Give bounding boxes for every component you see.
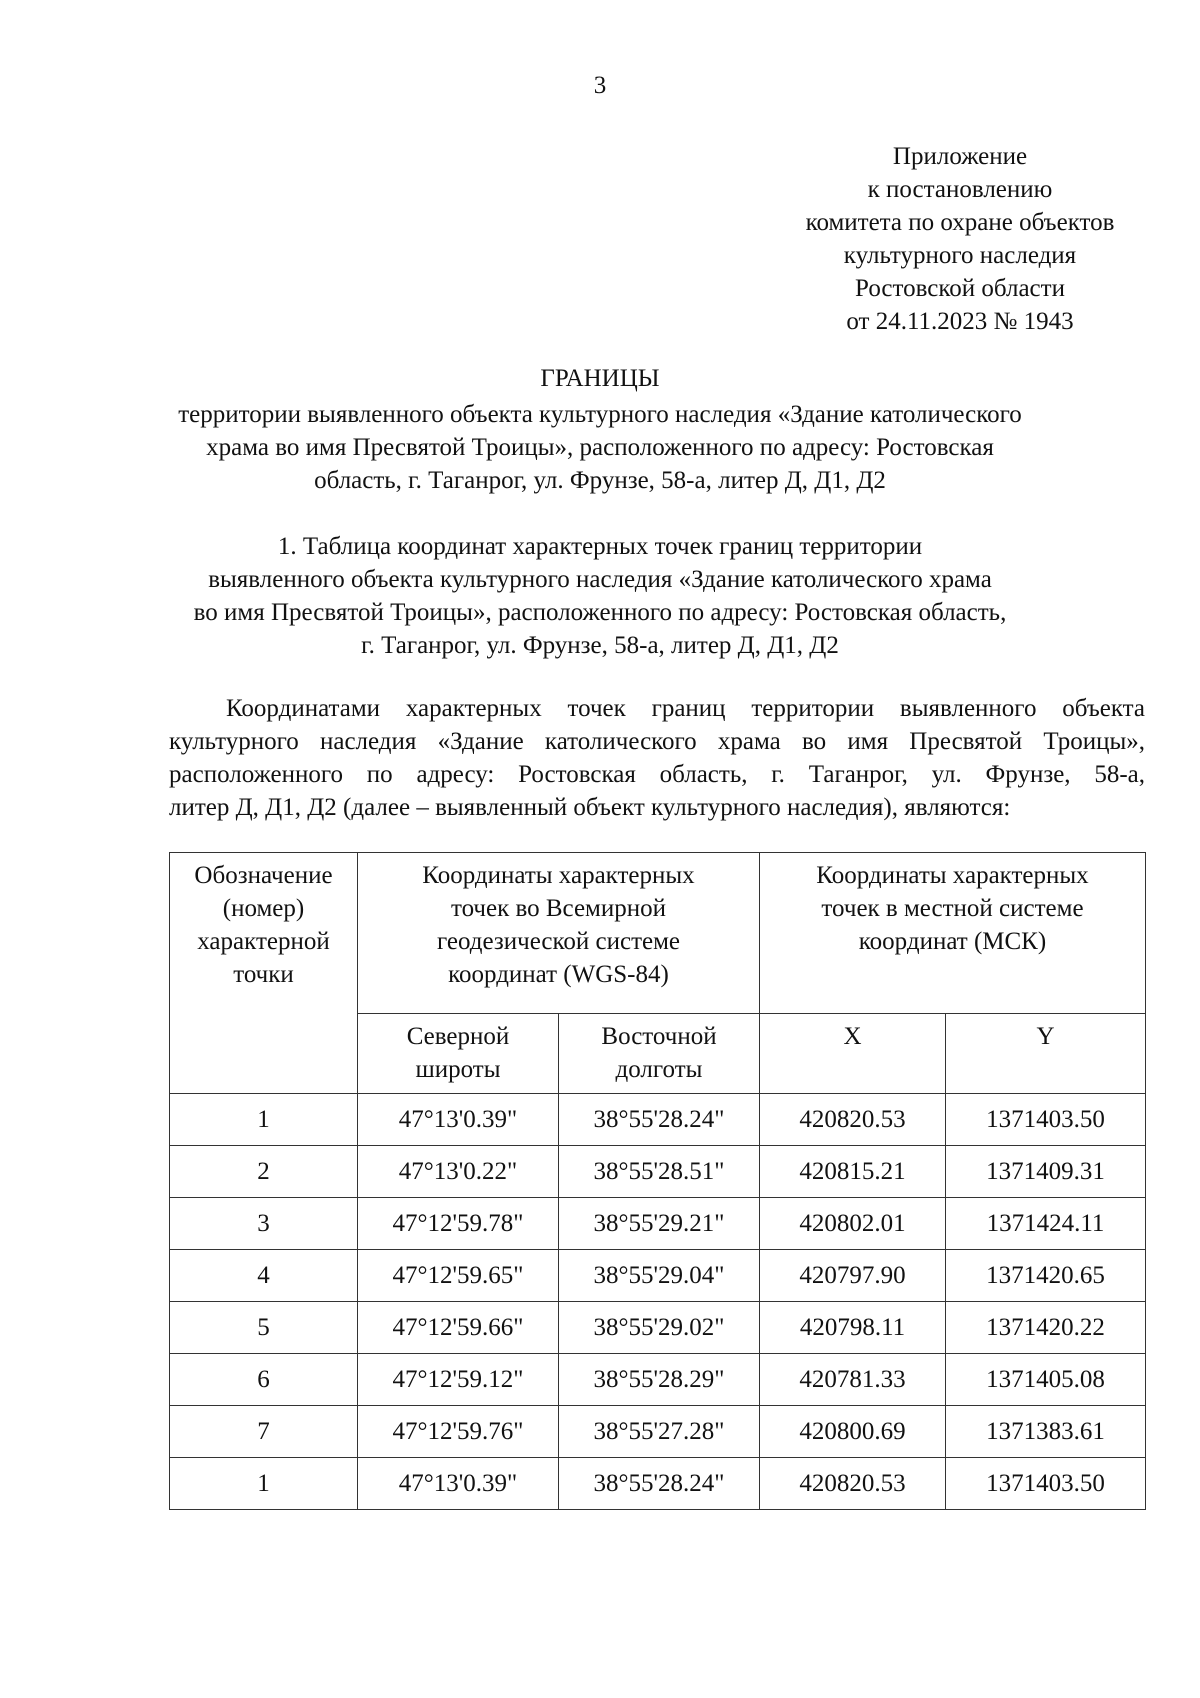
point-number-cell: 3	[170, 1198, 358, 1250]
header-line: долготы	[615, 1056, 703, 1084]
document-subtitle	[150, 398, 1050, 497]
latitude-cell: 47°13'0.39"	[358, 1458, 559, 1510]
subtitle-line: территории выявленного объекта культурного наследия «Здание католического	[178, 401, 1022, 428]
table-row	[170, 1458, 1146, 1510]
latitude-cell: 47°13'0.22"	[358, 1146, 559, 1198]
header-line: широты	[415, 1056, 501, 1084]
longitude-cell: 38°55'29.04"	[559, 1250, 760, 1302]
coordinates-table	[169, 852, 1146, 1510]
point-number-cell: 1	[170, 1458, 358, 1510]
section-heading-line: 1. Таблица координат характерных точек границ территории	[277, 533, 923, 560]
x-cell: 420798.11	[760, 1302, 946, 1354]
longitude-cell: 38°55'28.24"	[559, 1094, 760, 1146]
latitude-cell: 47°12'59.66"	[358, 1302, 559, 1354]
table-row	[170, 1354, 1146, 1406]
x-cell: 420797.90	[760, 1250, 946, 1302]
subtitle-line: храма во имя Пресвятой Троицы», расположенного по адресу: Ростовская	[206, 434, 994, 461]
table-row	[170, 1250, 1146, 1302]
header-wgs-cell	[358, 853, 760, 1014]
header-line: точек в местной системе	[821, 895, 1084, 922]
table-row	[170, 1094, 1146, 1146]
header-line: точки	[233, 961, 294, 988]
header-line: Координаты характерных	[816, 862, 1089, 889]
header-line: геодезической системе	[436, 928, 681, 955]
point-number-cell: 1	[170, 1094, 358, 1146]
y-cell: 1371420.22	[946, 1302, 1146, 1354]
point-number-cell: 2	[170, 1146, 358, 1198]
x-cell: 420820.53	[760, 1094, 946, 1146]
latitude-cell: 47°12'59.78"	[358, 1198, 559, 1250]
longitude-cell: 38°55'29.21"	[559, 1198, 760, 1250]
header-line: характерной	[197, 928, 330, 955]
paragraph-line: литер Д, Д1, Д2 (далее – выявленный объект культурного наследия), являются:	[169, 794, 1011, 821]
section-heading-line: г. Таганрог, ул. Фрунзе, 58-а, литер Д, Д1, Д2	[361, 632, 839, 659]
header-point-cell	[170, 853, 358, 1094]
appendix-line: к постановлению	[867, 176, 1053, 203]
longitude-cell: 38°55'27.28"	[559, 1406, 760, 1458]
latitude-cell: 47°12'59.76"	[358, 1406, 559, 1458]
section-heading-line: во имя Пресвятой Троицы», расположенного по адресу: Ростовская область,	[193, 599, 1007, 626]
appendix-line: Ростовской области	[855, 275, 1065, 302]
subheader-longitude-cell	[559, 1014, 760, 1094]
latitude-cell: 47°13'0.39"	[358, 1094, 559, 1146]
x-cell: 420781.33	[760, 1354, 946, 1406]
header-line: координат (WGS-84)	[448, 961, 669, 988]
y-cell: 1371420.65	[946, 1250, 1146, 1302]
point-number-cell: 5	[170, 1302, 358, 1354]
header-line: точек во Всемирной	[450, 895, 667, 922]
point-number-cell: 4	[170, 1250, 358, 1302]
longitude-cell: 38°55'28.24"	[559, 1458, 760, 1510]
x-cell: 420820.53	[760, 1458, 946, 1510]
y-cell: 1371409.31	[946, 1146, 1146, 1198]
table-header-row	[170, 853, 1146, 1014]
header-line: Координаты характерных	[422, 862, 695, 889]
point-number-cell: 7	[170, 1406, 358, 1458]
y-cell: 1371403.50	[946, 1458, 1146, 1510]
x-cell: 420800.69	[760, 1406, 946, 1458]
x-cell: 420815.21	[760, 1146, 946, 1198]
paragraph-line: Координатами характерных точек границ территории выявленного объекта	[226, 695, 1145, 722]
document-title: ГРАНИЦЫ	[540, 365, 660, 392]
longitude-cell: 38°55'28.51"	[559, 1146, 760, 1198]
longitude-cell: 38°55'28.29"	[559, 1354, 760, 1406]
header-line: Северной	[406, 1023, 510, 1051]
point-number-cell: 6	[170, 1354, 358, 1406]
appendix-line: культурного наследия	[843, 242, 1077, 269]
y-cell: 1371424.11	[946, 1198, 1146, 1250]
subtitle-line: область, г. Таганрог, ул. Фрунзе, 58-а, литер Д, Д1, Д2	[314, 467, 886, 494]
subheader-x-cell: X	[760, 1014, 946, 1094]
y-cell: 1371403.50	[946, 1094, 1146, 1146]
appendix-block	[730, 140, 1190, 338]
body-paragraph	[169, 692, 1145, 824]
subheader-latitude-cell	[358, 1014, 559, 1094]
latitude-cell: 47°12'59.12"	[358, 1354, 559, 1406]
x-cell: 420802.01	[760, 1198, 946, 1250]
section-heading-line: выявленного объекта культурного наследия «Здание католического храма	[208, 566, 992, 593]
table-row	[170, 1198, 1146, 1250]
table-row	[170, 1302, 1146, 1354]
header-line: координат (МСК)	[858, 928, 1047, 955]
appendix-line: комитета по охране объектов	[805, 209, 1115, 236]
paragraph-line: расположенного по адресу: Ростовская область, г. Таганрог, ул. Фрунзе, 58-а,	[169, 761, 1145, 788]
appendix-line: Приложение	[892, 143, 1028, 170]
table-row	[170, 1146, 1146, 1198]
header-line: Восточной	[601, 1023, 717, 1051]
section-heading	[150, 530, 1050, 662]
latitude-cell: 47°12'59.65"	[358, 1250, 559, 1302]
appendix-line: от 24.11.2023 № 1943	[846, 308, 1074, 335]
header-msk-cell	[760, 853, 1146, 1014]
y-cell: 1371405.08	[946, 1354, 1146, 1406]
longitude-cell: 38°55'29.02"	[559, 1302, 760, 1354]
table-row	[170, 1406, 1146, 1458]
paragraph-line: культурного наследия «Здание католического храма во имя Пресвятой Троицы»,	[169, 728, 1145, 755]
header-line: (номер)	[222, 895, 305, 922]
page-number: 3	[593, 72, 607, 99]
subheader-y-cell: Y	[946, 1014, 1146, 1094]
header-line: Обозначение	[194, 862, 333, 889]
y-cell: 1371383.61	[946, 1406, 1146, 1458]
